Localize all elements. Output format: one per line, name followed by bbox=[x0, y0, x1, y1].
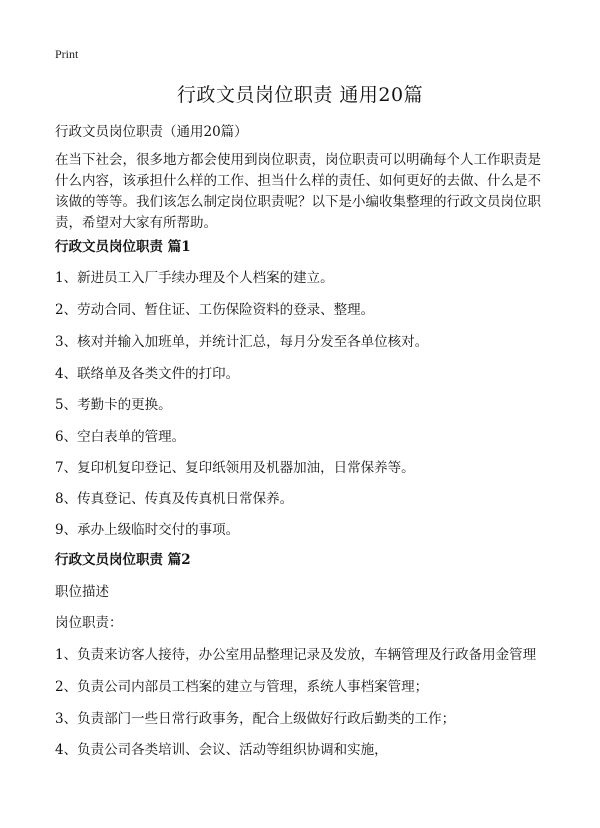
print-link[interactable]: Print bbox=[55, 47, 79, 61]
list-item: 7、复印机复印登记、复印纸领用及机器加油，日常保养等。 bbox=[55, 460, 415, 476]
section-2-heading: 行政文员岗位职责 篇2 bbox=[55, 552, 191, 568]
list-item: 3、负责部门一些日常行政事务，配合上级做好行政后勤类的工作； bbox=[55, 711, 456, 727]
list-item: 5、考勤卡的更换。 bbox=[55, 397, 172, 413]
section-1-heading: 行政文员岗位职责 篇1 bbox=[55, 239, 191, 255]
list-item: 4、负责公司各类培训、会议、活动等组织协调和实施， bbox=[55, 742, 388, 758]
list-item: 4、联络单及各类文件的打印。 bbox=[55, 366, 240, 382]
list-item: 1、负责来访客人接待，办公室用品整理记录及发放，车辆管理及行政备用金管理 bbox=[55, 647, 537, 663]
list-item: 2、劳动合同、暂住证、工伤保险资料的登录、整理。 bbox=[55, 302, 375, 318]
list-item: 2、负责公司内部员工档案的建立与管理，系统人事档案管理； bbox=[55, 679, 429, 695]
duties-label: 岗位职责： bbox=[55, 615, 123, 631]
list-item: 3、核对并输入加班单，并统计汇总，每月分发至各单位核对。 bbox=[55, 334, 429, 350]
list-item: 6、空白表单的管理。 bbox=[55, 429, 186, 445]
list-item: 9、承办上级临时交付的事项。 bbox=[55, 522, 240, 538]
list-item: 1、新进员工入厂手续办理及个人档案的建立。 bbox=[55, 270, 334, 286]
list-item: 8、传真登记、传真及传真机日常保养。 bbox=[55, 491, 294, 507]
document-subtitle: 行政文员岗位职责（通用20篇） bbox=[55, 124, 248, 140]
intro-paragraph: 在当下社会，很多地方都会使用到岗位职责，岗位职责可以明确每个人工作职责是什么内容，该承担什么样的工作、担当什么样的责任、如何更好的去做、什么是不该做的等等。我们该怎么制定岗位职责呢？以下是小编收集整理的行政文员岗位职责，希望对大家有所帮助。 bbox=[55, 152, 541, 231]
document-title: 行政文员岗位职责 通用20篇 bbox=[176, 84, 424, 106]
job-description-label: 职位描述 bbox=[55, 584, 109, 600]
